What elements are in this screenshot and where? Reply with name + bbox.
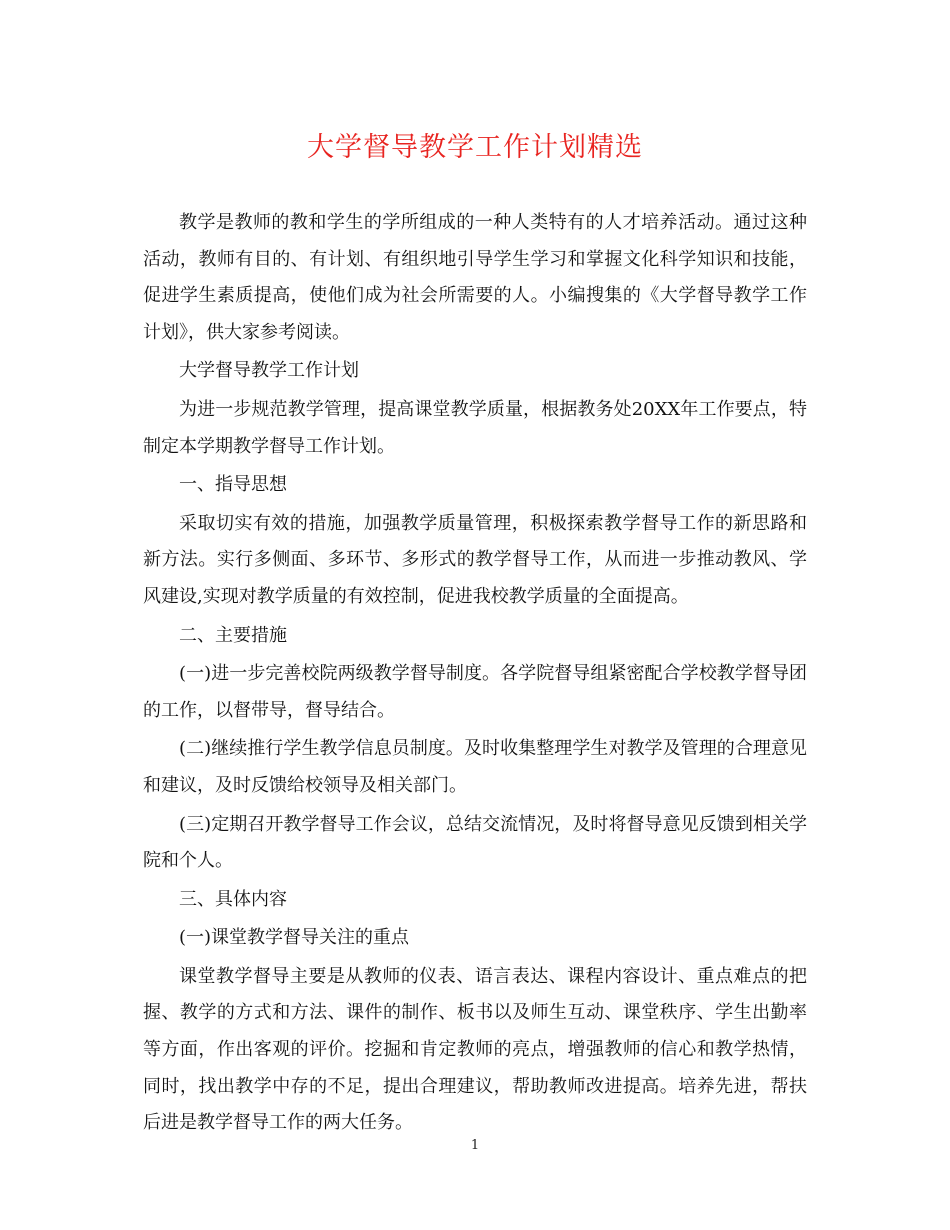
document-body [143,205,807,1144]
paragraph-classroom-supervision: 课堂教学督导主要是从教师的仪表、语言表达、课程内容设计、重点难点的把握、教学的方式和方法、课件的制作、板书以及师生互动、课堂秩序、学生出勤率等方面，作出客观的评价。挖掘和肯定教师的亮点，增强教师的信心和教学热情，同时，找出教学中存的不足，提出合理建议，帮助教师改进提高。培养先进，帮扶后进是教学督导工作的两大任务。 [143,965,807,1134]
paragraph-guiding-thought: 采取切实有效的措施，加强教学质量管理，积极探索教学督导工作的新思路和新方法。实行多侧面、多环节、多形式的教学督导工作，从而进一步推动教风、学风建设,实现对教学质量的有效控制，促进我校教学质量的全面提高。 [143,512,807,607]
subsection-heading-1: (一)课堂教学督导关注的重点 [179,927,410,949]
paragraph-measure-1: (一)进一步完善校院两级教学督导制度。各学院督导组紧密配合学校教学督导团的工作，以督带导，督导结合。 [143,663,807,721]
document-title: 大学督导教学工作计划精选 [307,132,643,163]
section-heading-2: 二、主要措施 [179,624,287,646]
paragraph-purpose: 为进一步规范教学管理，提高课堂教学质量，根据教务处20XX年工作要点，特制定本学期教学督导工作计划。 [143,398,807,457]
paragraph-measure-3: (三)定期召开教学督导工作会议，总结交流情况，及时将督导意见反馈到相关学院和个人。 [143,813,807,872]
page-number: 1 [470,1138,480,1153]
section-heading-1: 一、指导思想 [179,474,287,496]
section-heading-3: 三、具体内容 [179,888,287,910]
paragraph-intro: 教学是教师的教和学生的学所组成的一种人类特有的人才培养活动。通过这种活动，教师有目的、有计划、有组织地引导学生学习和掌握文化科学知识和技能，促进学生素质提高，使他们成为社会所需要的人。小编搜集的《大学督导教学工作计划》，供大家参考阅读。 [143,212,807,343]
paragraph-measure-2: (二)继续推行学生教学信息员制度。及时收集整理学生对教学及管理的合理意见和建议，及时反馈给校领导及相关部门。 [143,738,807,796]
paragraph-subtitle: 大学督导教学工作计划 [179,360,359,382]
